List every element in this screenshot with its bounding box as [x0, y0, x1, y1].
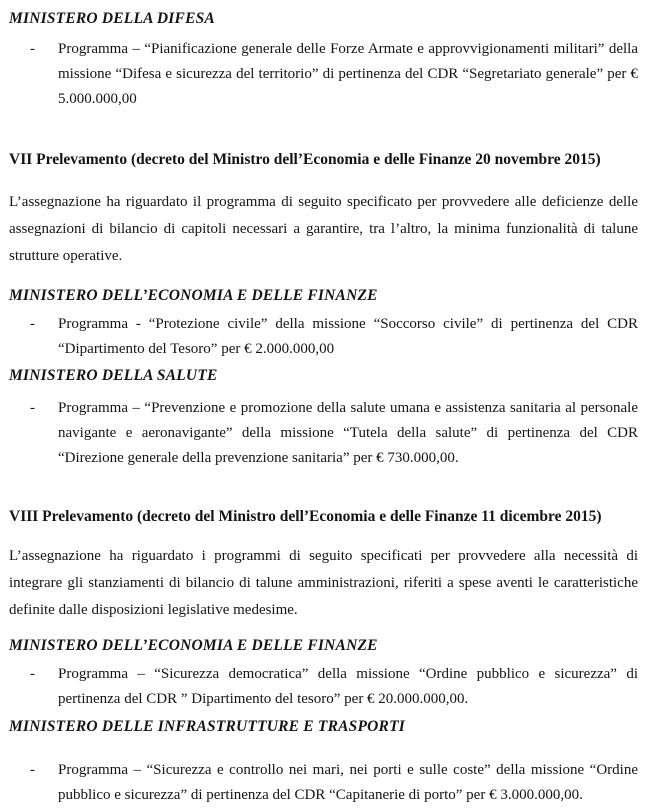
list-item-capitanerie: [30, 758, 638, 808]
list-item-protezione-civile: [30, 312, 638, 362]
ministry-heading-difesa: MINISTERO DELLA DIFESA: [9, 10, 215, 27]
bullet-dash: -: [30, 400, 35, 416]
ministry-heading-salute: MINISTERO DELLA SALUTE: [9, 367, 218, 384]
bullet-dash: -: [30, 666, 35, 682]
list-item-salute: [30, 396, 638, 471]
section-heading-vii: VII Prelevamento (decreto del Ministro dell’Economia e delle Finanze 20 novembre 2015): [9, 151, 601, 168]
paragraph-viii: L’assegnazione ha riguardato i programmi di seguito specificati per provvedere alla necessità di integrare gli stanziamenti di bilancio di talune amministrazioni, riferiti a spese aventi le caratteristiche definite dalle disposizioni legislative medesime.: [9, 548, 638, 618]
ministry-heading-economia-viii: MINISTERO DELL’ECONOMIA E DELLE FINANZE: [9, 637, 378, 654]
bullet-dash: -: [30, 762, 35, 778]
bullet-dash: -: [30, 41, 35, 57]
list-item-text: Programma – “Sicurezza democratica” della missione “Ordine pubblico e sicurezza” di pertinenza del CDR ” Dipartimento del tesoro” per € 20.000.000,00.: [58, 666, 638, 707]
ministry-heading-infrastrutture: MINISTERO DELLE INFRASTRUTTURE E TRASPORTI: [9, 718, 405, 735]
list-item-text: Programma - “Protezione civile” della missione “Soccorso civile” di pertinenza del CDR “Dipartimento del Tesoro” per € 2.000.000,00: [58, 316, 638, 357]
section-heading-viii: VIII Prelevamento (decreto del Ministro dell’Economia e delle Finanze 11 dicembre 2015): [9, 508, 602, 525]
list-item-text: Programma – “Prevenzione e promozione della salute umana e assistenza sanitaria al personale navigante e aeronavigante” della missione “Tutela della salute” di pertinenza del CDR “Direzione generale della prevenzione sanitaria” per € 730.000,00.: [58, 400, 638, 466]
list-item-text: Programma – “Sicurezza e controllo nei mari, nei porti e sulle coste” della missione “Ordine pubblico e sicurezza” di pertinenza del CDR “Capitanerie di porto” per € 3.000.000,00.: [58, 762, 638, 803]
bullet-dash: -: [30, 316, 35, 332]
list-item-difesa: [30, 37, 638, 112]
ministry-heading-economia-vii: MINISTERO DELL’ECONOMIA E DELLE FINANZE: [9, 287, 378, 304]
paragraph-vii: L’assegnazione ha riguardato il programma di seguito specificato per provvedere alle deficienze delle assegnazioni di bilancio di capitoli necessari a garantire, tra l’altro, la minima funzionalità di talune strutture operative.: [9, 194, 638, 264]
list-item-sicurezza-democratica: [30, 662, 638, 712]
list-item-text: Programma – “Pianificazione generale delle Forze Armate e approvvigionamenti militari” della missione “Difesa e sicurezza del territorio” di pertinenza del CDR “Segretariato generale” per € 5.000.000,00: [58, 41, 638, 107]
